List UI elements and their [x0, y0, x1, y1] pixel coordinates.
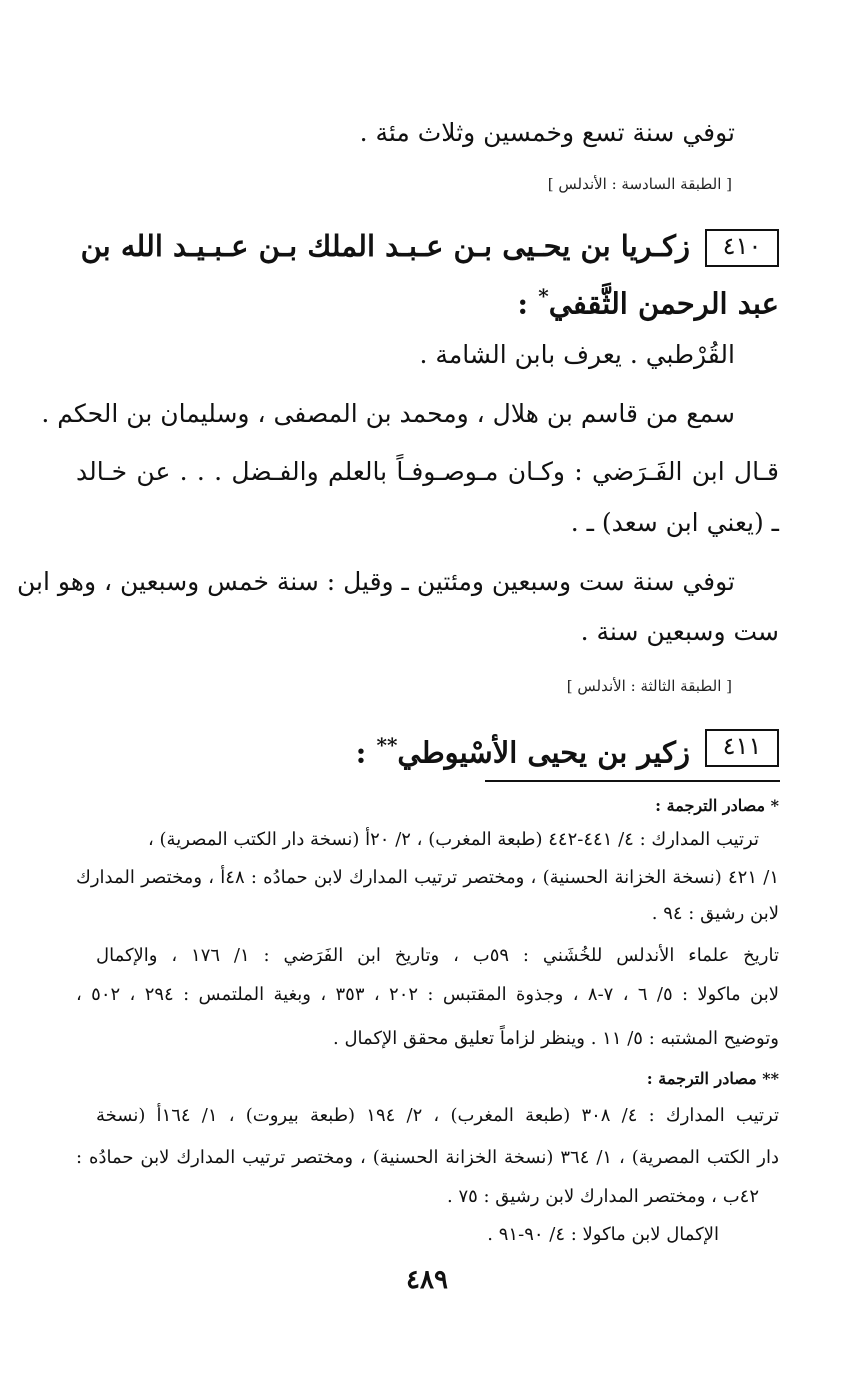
footnote-1-line-6: وتوضيح المشتبه : ٥/ ١١ . وينظر لزاماً تعليق محقق الإكمال .	[333, 1028, 779, 1049]
footnote-1-line-4: تاريخ علماء الأندلس للخُشَني : ٥٩ب ، وتاريخ ابن الفَرَضي : ١/ ١٧٦ ، والإكمال	[96, 945, 779, 966]
entry-411-title	[356, 727, 690, 771]
footnote-1-line-1: ترتيب المدارك : ٤/ ٤٤١-٤٤٢ (طبعة المغرب) ، ٢/ ٢٠أ (نسخة دار الكتب المصرية) ،	[148, 829, 759, 850]
entry-411-footnote-mark: **	[376, 733, 398, 757]
entry-411-category: [ الطبقة الثالثة : الأندلس ]	[566, 677, 732, 695]
entry-410-title-line2	[517, 278, 779, 322]
footnote-2-line-2: دار الكتب المصرية) ، ١/ ٣٦٤ (نسخة الخزانة الحسنية) ، ومختصر ترتيب المدارك لابن حمادُه :	[76, 1147, 779, 1168]
carryover-line: توفي سنة تسع وخمسين وثلاث مئة .	[359, 118, 735, 147]
footnote-separator	[485, 780, 780, 782]
footnote-2-line-4: الإكمال لابن ماكولا : ٤/ ٩٠-٩١ .	[487, 1224, 719, 1245]
entry-410-body-line-1: القُرْطبي . يعرف بابن الشامة .	[419, 340, 735, 369]
entry-410-body-line-3: قـال ابن الفَـرَضي : وكـان مـوصـوفـاً بالعلم والفـضل . . . عن خـالد	[76, 457, 779, 486]
entry-410-body-line-4: ـ (يعني ابن سعد) ـ .	[570, 508, 779, 537]
entry-410-footnote-mark: *	[538, 284, 549, 308]
entry-410-body-line-5: توفي سنة ست وسبعين ومئتين ـ وقيل : سنة خمس وسبعين ، وهو ابن	[17, 567, 735, 596]
footnote-2-line-3: ٤٢ب ، ومختصر المدارك لابن رشيق : ٧٥ .	[446, 1186, 759, 1207]
entry-411-number-box: ٤١١	[705, 729, 779, 767]
footnote-2-line-1: ترتيب المدارك : ٤/ ٣٠٨ (طبعة المغرب) ، ٢/ ١٩٤ (طبعة بيروت) ، ١/ ١٦٤أ (نسخة	[96, 1105, 779, 1126]
footnote-1-heading: * مصادر الترجمة :	[655, 796, 779, 815]
footnote-1-line-3: لابن رشيق : ٩٤ .	[651, 903, 779, 924]
entry-411-title-name: زكير بن يحيى الأسْيوطي	[397, 735, 690, 770]
entry-410-body-line-2: سمع من قاسم بن هلال ، ومحمد بن المصفى ، وسليمان بن الحكم .	[41, 399, 735, 428]
entry-411-title-colon: :	[355, 735, 367, 770]
entry-410-title-colon: :	[517, 286, 529, 321]
footnote-1-line-2: ١/ ٤٢١ (نسخة الخزانة الحسنية) ، ومختصر ترتيب المدارك لابن حمادُه : ٤٨أ ، ومختصر المدارك	[76, 867, 779, 888]
entry-410-body-line-6: ست وسبعين سنة .	[580, 617, 779, 646]
footnote-2-heading: ** مصادر الترجمة :	[646, 1069, 779, 1088]
page-number: ٤٨٩	[406, 1265, 448, 1295]
entry-410-title-name: عبد الرحمن الثَّقفي	[548, 286, 779, 321]
entry-410-title-line1: زكـريا بن يحـيى بـن عـبـد الملك بـن عـبـيـد الله بن	[80, 229, 690, 263]
entry-410-category: [ الطبقة السادسة : الأندلس ]	[547, 175, 732, 193]
footnote-1-line-5: لابن ماكولا : ٥/ ٦ ، ٧-٨ ، وجذوة المقتبس : ٢٠٢ ، ٣٥٣ ، وبغية الملتمس : ٢٩٤ ، ٥٠٢ ،	[76, 984, 780, 1005]
entry-410-number-box: ٤١٠	[705, 229, 779, 267]
